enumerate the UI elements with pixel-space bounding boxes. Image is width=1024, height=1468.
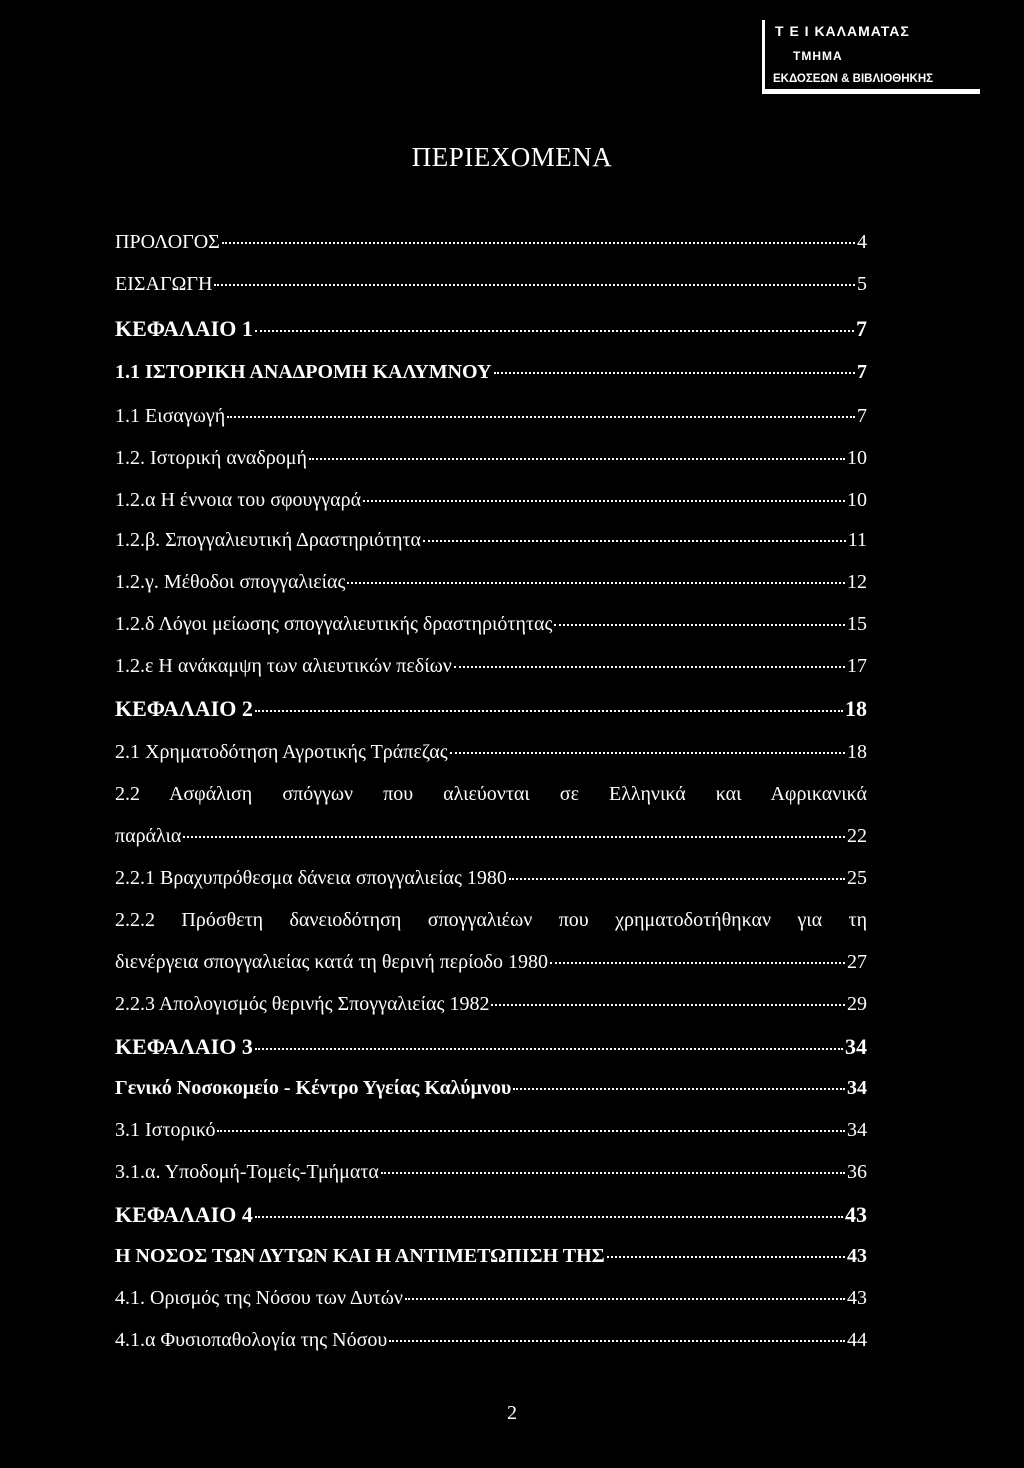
toc-page: 44 <box>847 1329 867 1351</box>
toc-label: 4.1. Ορισμός της Νόσου των Δυτών <box>115 1287 403 1309</box>
dot-leader <box>389 1340 845 1342</box>
toc-entry <box>115 1204 867 1226</box>
toc-label: 1.2.γ. Μέθοδοι σπογγαλιείας <box>115 571 346 593</box>
toc-page: 7 <box>856 316 867 341</box>
dot-leader <box>255 710 843 712</box>
toc-label: ΠΡΟΛΟΓΟΣ <box>115 231 220 253</box>
toc-label: 1.2.δ Λόγοι μείωσης σπογγαλιευτικής δραστηριότητας <box>115 613 553 635</box>
dot-leader <box>405 1298 845 1300</box>
dot-leader <box>227 416 855 418</box>
toc-label: διενέργεια σπογγαλιείας κατά τη θερινή περίοδο 1980 <box>115 951 548 973</box>
toc-page: 34 <box>847 1119 867 1141</box>
toc-page: 12 <box>847 571 867 593</box>
dot-leader <box>513 1088 845 1090</box>
toc-entry <box>115 232 867 252</box>
dot-leader <box>347 582 845 584</box>
toc-page: 10 <box>847 447 867 469</box>
toc-label: ΚΕΦΑΛΑΙΟ 4 <box>115 1202 253 1227</box>
toc-entry <box>115 1036 867 1058</box>
toc-page: 29 <box>847 993 867 1015</box>
toc-page: 43 <box>845 1202 867 1227</box>
toc-label: 1.2. Ιστορική αναδρομή <box>115 447 307 469</box>
toc-label: ΕΙΣΑΓΩΓΗ <box>115 273 213 295</box>
toc-page: 17 <box>847 655 867 677</box>
toc-page: 36 <box>847 1161 867 1183</box>
toc-label: 2.2.1 Βραχυπρόθεσμα δάνεια σπογγαλιείας 1980 <box>115 867 507 889</box>
toc-entry <box>115 656 867 676</box>
dot-leader <box>183 836 845 838</box>
toc-page: 7 <box>857 405 867 427</box>
dot-leader <box>554 624 845 626</box>
toc-page: 4 <box>857 231 867 253</box>
toc-entry <box>115 1162 867 1182</box>
toc-page: 7 <box>857 361 867 383</box>
toc-entry <box>115 406 867 426</box>
toc-entry <box>115 572 867 592</box>
toc-entry <box>115 614 867 634</box>
toc-label: 1.1 Εισαγωγή <box>115 405 226 427</box>
toc-entry <box>115 530 867 550</box>
toc-page: 43 <box>847 1287 867 1309</box>
toc-entry <box>115 1246 867 1266</box>
dot-leader <box>255 1216 843 1218</box>
toc-label: ΚΕΦΑΛΑΙΟ 1 <box>115 316 253 341</box>
stamp-line-1: Τ Ε Ι ΚΑΛΑΜΑΤΑΣ <box>775 23 910 39</box>
toc-entry <box>115 1330 867 1350</box>
dot-leader <box>222 242 855 244</box>
toc-label: ΚΕΦΑΛΑΙΟ 2 <box>115 696 253 721</box>
toc-label: Η ΝΟΣΟΣ ΤΩΝ ΔΥΤΩΝ ΚΑΙ Η ΑΝΤΙΜΕΤΩΠΙΣΗ ΤΗΣ <box>115 1245 605 1267</box>
toc-page: 25 <box>847 867 867 889</box>
toc-entry <box>115 362 867 382</box>
toc-page: 5 <box>857 273 867 295</box>
toc-wrapped-line: 2.2.2 Πρόσθετη δανειοδότηση σπογγαλιέων που χρηματοδοτήθηκαν για τη <box>115 909 868 931</box>
toc-label: ΚΕΦΑΛΑΙΟ 3 <box>115 1034 253 1059</box>
dot-leader <box>509 878 845 880</box>
dot-leader <box>607 1256 845 1258</box>
toc-entry <box>115 274 867 294</box>
toc-entry <box>115 826 867 846</box>
dot-leader <box>423 540 846 542</box>
toc-page: 10 <box>847 489 867 511</box>
dot-leader <box>491 1004 845 1006</box>
toc-label: 1.2.β. Σπογγαλιευτική Δραστηριότητα <box>115 529 422 551</box>
toc-page: 15 <box>847 613 867 635</box>
toc-label: 1.2.ε Η ανάκαμψη των αλιευτικών πεδίων <box>115 655 452 677</box>
toc-entry <box>115 1078 867 1098</box>
toc-page: 18 <box>845 696 867 721</box>
toc-page: 43 <box>847 1245 867 1267</box>
toc-page: 11 <box>847 529 867 551</box>
page-title: ΠΕΡΙΕΧΟΜΕΝΑ <box>411 142 613 172</box>
library-stamp <box>762 20 980 94</box>
toc-label: 1.2.α Η έννοια του σφουγγαρά <box>115 489 362 511</box>
toc-page: 34 <box>845 1034 867 1059</box>
toc-page: 34 <box>847 1077 867 1099</box>
toc-entry <box>115 318 867 340</box>
dot-leader <box>309 458 845 460</box>
toc-entry <box>115 868 867 888</box>
toc-entry <box>115 994 867 1014</box>
toc-entry <box>115 448 867 468</box>
toc-label: 1.1 ΙΣΤΟΡΙΚΗ ΑΝΑΔΡΟΜΗ ΚΑΛΥΜΝΟΥ <box>115 361 492 383</box>
toc-page: 27 <box>847 951 867 973</box>
toc-entry <box>115 1120 867 1140</box>
dot-leader <box>255 1048 843 1050</box>
toc-label: 4.1.α Φυσιοπαθολογία της Νόσου <box>115 1329 388 1351</box>
dot-leader <box>454 666 845 668</box>
dot-leader <box>450 752 845 754</box>
toc-page: 22 <box>847 825 867 847</box>
page-number: 2 <box>507 1402 517 1424</box>
toc-page: 18 <box>847 741 867 763</box>
stamp-line-3: ΕΚΔΟΣΕΩΝ & ΒΙΒΛΙΟΘΗΚΗΣ <box>773 73 934 85</box>
toc-entry <box>115 952 867 972</box>
toc-entry <box>115 490 867 510</box>
toc-label: 2.2.3 Απολογισμός θερινής Σπογγαλιείας 1982 <box>115 993 490 1015</box>
dot-leader <box>363 500 845 502</box>
toc-wrapped-line: 2.2 Ασφάλιση σπόγγων που αλιεύονται σε Ελληνικά και Αφρικανικά <box>115 783 868 805</box>
toc-label: 3.1 Ιστορικό <box>115 1119 216 1141</box>
toc-label: 3.1.α. Υποδομή-Τομείς-Τμήματα <box>115 1161 379 1183</box>
toc-label: 2.1 Χρηματοδότηση Αγροτικής Τράπεζας <box>115 741 448 763</box>
dot-leader <box>381 1172 845 1174</box>
dot-leader <box>214 284 855 286</box>
dot-leader <box>494 372 855 374</box>
dot-leader <box>217 1130 845 1132</box>
toc-entry <box>115 698 867 720</box>
toc-label: Γενικό Νοσοκομείο - Κέντρο Υγείας Καλύμνου <box>115 1077 512 1099</box>
stamp-line-2: ΤΜΗΜΑ <box>793 49 843 63</box>
toc-entry <box>115 1288 867 1308</box>
dot-leader <box>550 962 845 964</box>
dot-leader <box>255 330 854 332</box>
toc-label: παράλια <box>115 825 182 847</box>
toc-entry <box>115 742 867 762</box>
